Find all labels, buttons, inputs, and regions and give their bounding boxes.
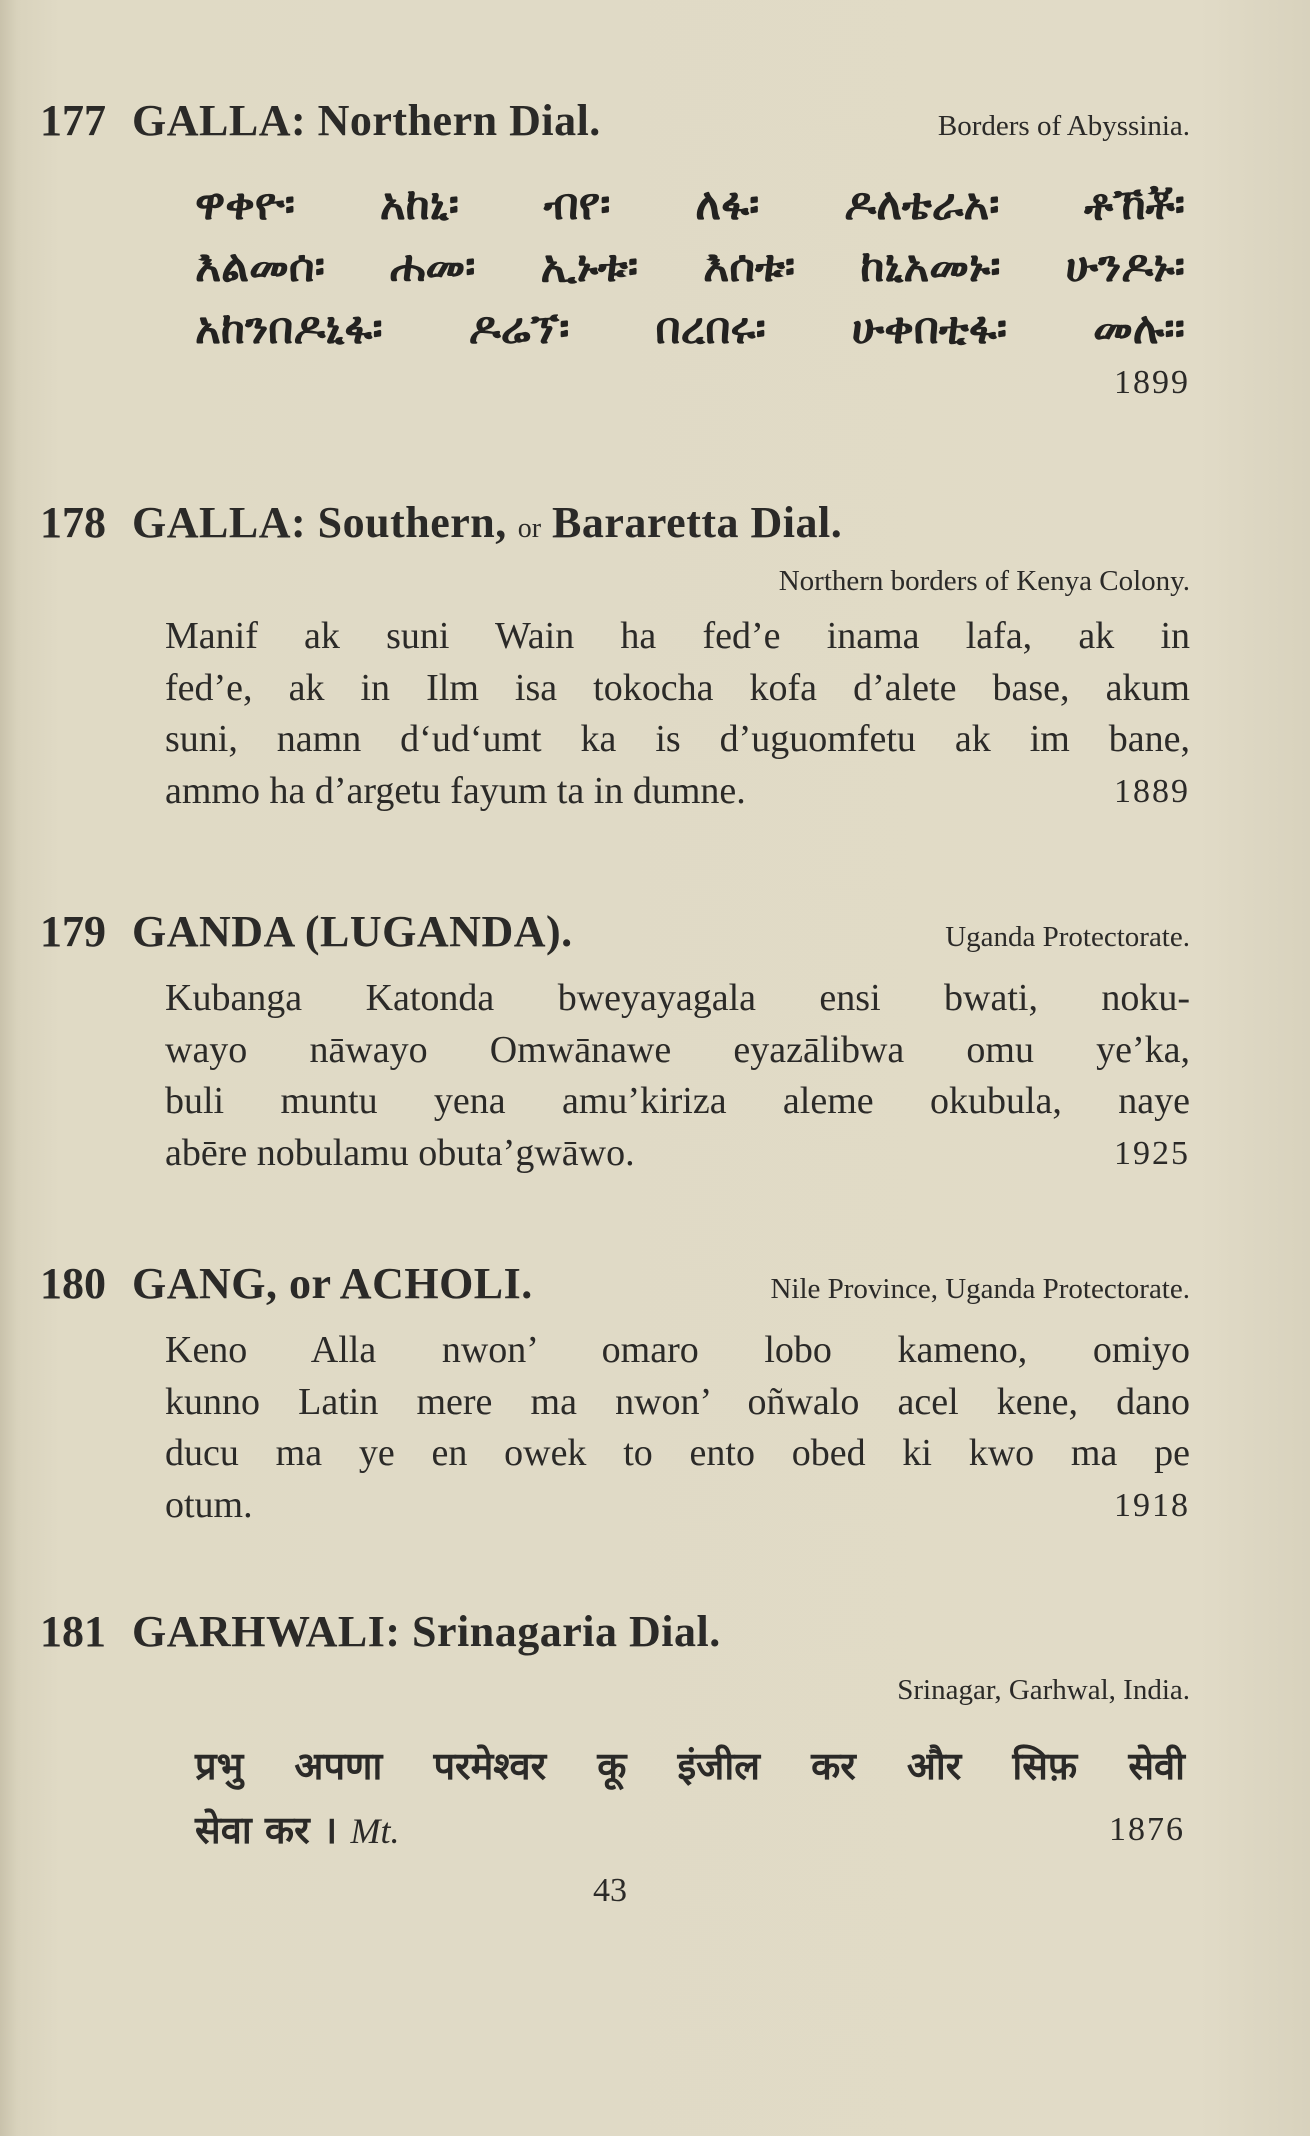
language-name: GANG, or ACHOLI. (132, 1259, 533, 1308)
text-line: fed’e, ak in Ilm isa tokocha kofa d’alete base, akum (165, 666, 1190, 709)
devanagari-text (195, 1734, 1185, 1863)
text-line: ammo ha d’argetu fayum ta in dumne. (165, 769, 746, 812)
entry-181 (40, 1606, 1190, 1863)
year: 1899 (1114, 364, 1190, 401)
entry-number: 181 (40, 1607, 106, 1656)
entry-number: 178 (40, 498, 106, 547)
text-line: Keno Alla nwon’ omaro lobo kameno, omiyo (165, 1329, 1190, 1371)
entry-179 (40, 906, 1190, 1179)
region-label: Borders of Abyssinia. (937, 110, 1190, 142)
entry-heading (40, 497, 1190, 555)
page-number: 43 (593, 1872, 627, 1909)
language-name: GANDA (LUGANDA). (132, 907, 573, 956)
translation-text (165, 1325, 1190, 1531)
text-line-last (165, 766, 1190, 818)
entry-heading (40, 1606, 1190, 1658)
translation-text (165, 611, 1190, 817)
region-label: Northern borders of Kenya Colony. (778, 565, 1190, 597)
text-line: Kubanga Katonda bweyayagala ensi bwati, noku- (165, 977, 1190, 1019)
entry-178 (40, 497, 1190, 817)
region-label: Uganda Protectorate. (945, 921, 1190, 953)
text-line: buli muntu yena amu’kiriza aleme okubula, naye (165, 1080, 1190, 1122)
text-line: सेवा कर । (195, 1808, 338, 1852)
entry-heading (40, 906, 1190, 963)
connector-word: or (517, 513, 542, 544)
scripture-reference: Mt. (350, 1811, 400, 1851)
entry-heading (40, 95, 1190, 152)
text-line: otum. (165, 1483, 253, 1526)
translation-text (165, 973, 1190, 1179)
text-line: Manif ak suni Wain ha fed’e inama lafa, ak in (165, 615, 1190, 657)
language-alt-name: Bararetta Dial. (552, 498, 843, 547)
entry-number: 180 (40, 1259, 106, 1308)
text-line: ዋቀዮ፡ አከኒ፡ ብየ፡ ለፋ፡ ዶለቴራአ፡ ቶኸቾ፡ (195, 179, 1185, 230)
text-line: wayo nāwayo Omwānawe eyazālibwa omu ye’ka, (165, 1028, 1190, 1071)
entry-number: 177 (40, 96, 106, 145)
entry-177 (40, 95, 1190, 402)
region-label: Srinagar, Garhwal, India. (897, 1674, 1190, 1706)
language-name: GARHWALI: Srinagaria Dial. (132, 1607, 721, 1656)
entry-number: 179 (40, 907, 106, 956)
text-line: አከንበዶኒፋ፡ ዶሬኘ፡ በረበሩ፡ ሁቀበቲፋ፡ መሉ፡፡ (195, 303, 1185, 354)
entry-180 (40, 1258, 1190, 1531)
year: 1918 (1114, 1486, 1190, 1524)
language-name: GALLA: Southern, (132, 498, 507, 547)
year: 1876 (1109, 1811, 1185, 1848)
ethiopic-text (195, 174, 1185, 360)
text-line: ducu ma ye en owek to ento obed ki kwo ma pe (165, 1432, 1190, 1474)
region-label: Nile Province, Uganda Protectorate. (770, 1273, 1190, 1305)
text-line: suni, namn d‘ud‘umt ka is d’uguomfetu ak im bane, (165, 718, 1190, 760)
text-line: प्रभु अपणा परमेश्वर कू इंजील कर और सिफ़ सेवी (195, 1744, 1185, 1788)
text-line-last (165, 1480, 1190, 1532)
entry-heading (40, 1258, 1190, 1315)
text-line: እልመሰ፡ ሐመ፡ ኢኑቱ፡ እሰቱ፡ ከኒአመኑ፡ ሁንዶኑ፡ (195, 241, 1185, 292)
text-line: abēre nobulamu obuta’gwāwo. (165, 1131, 635, 1174)
text-line: kunno Latin mere ma nwon’ oñwalo acel kene, dano (165, 1380, 1190, 1423)
text-line-last (165, 1128, 1190, 1180)
year: 1889 (1114, 772, 1190, 810)
language-name: GALLA: Northern Dial. (132, 96, 601, 145)
year: 1925 (1114, 1134, 1190, 1172)
text-line-last (195, 1798, 1185, 1863)
